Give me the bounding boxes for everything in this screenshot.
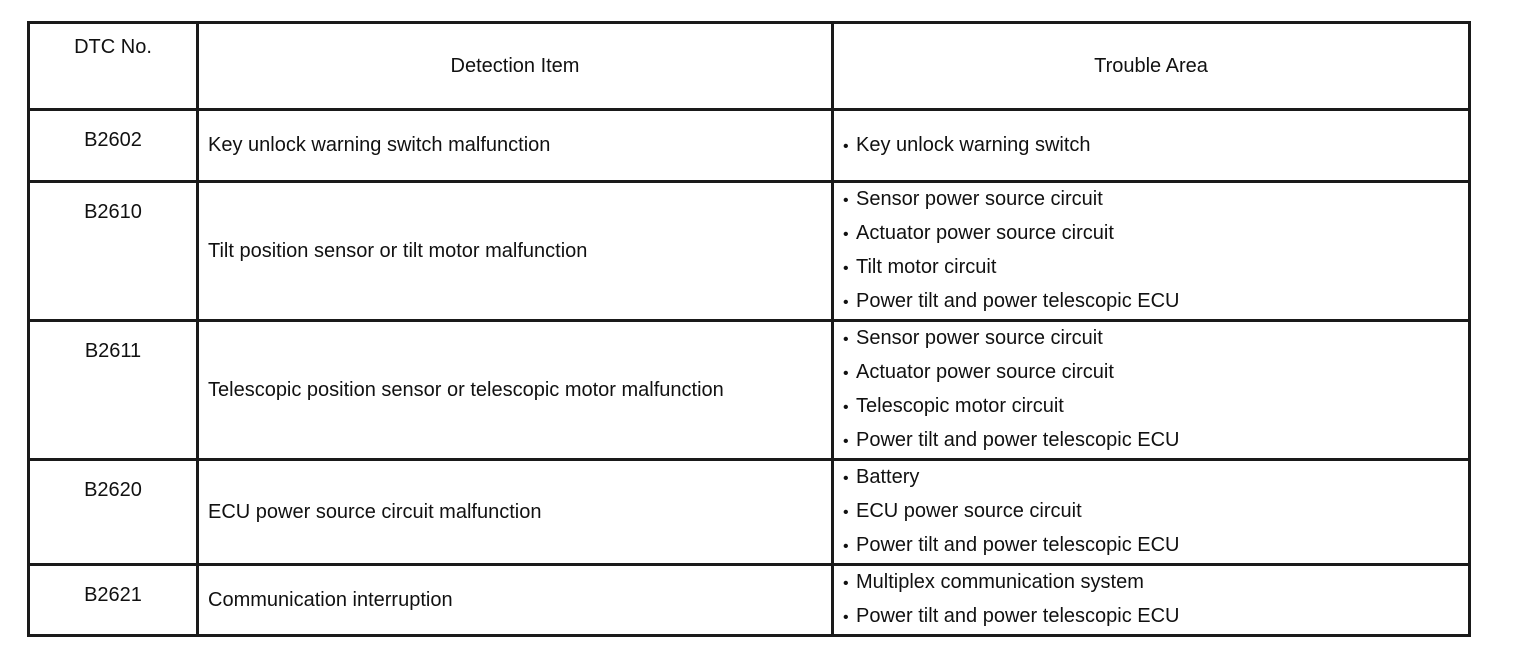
header-row (29, 23, 1470, 110)
header-detection-item: Detection Item (198, 23, 833, 110)
dtc-code: B2621 (29, 565, 198, 636)
detection-item: Tilt position sensor or tilt motor malfunction (198, 182, 833, 321)
table-row (29, 565, 1470, 636)
dtc-code: B2611 (29, 321, 198, 460)
trouble-area-item: • Sensor power source circuit (843, 322, 1468, 356)
table-row (29, 460, 1470, 565)
trouble-area-item: • Battery (843, 461, 1468, 495)
table-header (29, 23, 1470, 110)
trouble-area-item: • Tilt motor circuit (843, 251, 1468, 285)
trouble-area-list (843, 129, 1468, 163)
trouble-area-item: • Power tilt and power telescopic ECU (843, 529, 1468, 563)
trouble-area-list (843, 566, 1468, 634)
dtc-code: B2602 (29, 110, 198, 182)
trouble-area-item: • ECU power source circuit (843, 495, 1468, 529)
table-row (29, 182, 1470, 321)
dtc-table (27, 21, 1471, 637)
table-body (29, 110, 1470, 636)
trouble-area (833, 460, 1470, 565)
dtc-code: B2620 (29, 460, 198, 565)
trouble-area-item: • Actuator power source circuit (843, 217, 1468, 251)
trouble-area-item: • Power tilt and power telescopic ECU (843, 285, 1468, 319)
trouble-area (833, 182, 1470, 321)
header-dtc-no: DTC No. (29, 23, 198, 110)
trouble-area-list (843, 322, 1468, 458)
detection-item: Key unlock warning switch malfunction (198, 110, 833, 182)
trouble-area-item: • Power tilt and power telescopic ECU (843, 424, 1468, 458)
trouble-area-item: • Key unlock warning switch (843, 129, 1468, 163)
trouble-area-item: • Power tilt and power telescopic ECU (843, 600, 1468, 634)
trouble-area (833, 565, 1470, 636)
trouble-area-item: • Sensor power source circuit (843, 183, 1468, 217)
header-trouble-area: Trouble Area (833, 23, 1470, 110)
detection-item: ECU power source circuit malfunction (198, 460, 833, 565)
trouble-area-item: • Telescopic motor circuit (843, 390, 1468, 424)
trouble-area-item: • Actuator power source circuit (843, 356, 1468, 390)
trouble-area-list (843, 183, 1468, 319)
trouble-area (833, 321, 1470, 460)
dtc-code: B2610 (29, 182, 198, 321)
detection-item: Telescopic position sensor or telescopic motor malfunction (198, 321, 833, 460)
table-row (29, 110, 1470, 182)
table-row (29, 321, 1470, 460)
trouble-area-item: • Multiplex communication system (843, 566, 1468, 600)
trouble-area (833, 110, 1470, 182)
detection-item: Communication interruption (198, 565, 833, 636)
trouble-area-list (843, 461, 1468, 563)
